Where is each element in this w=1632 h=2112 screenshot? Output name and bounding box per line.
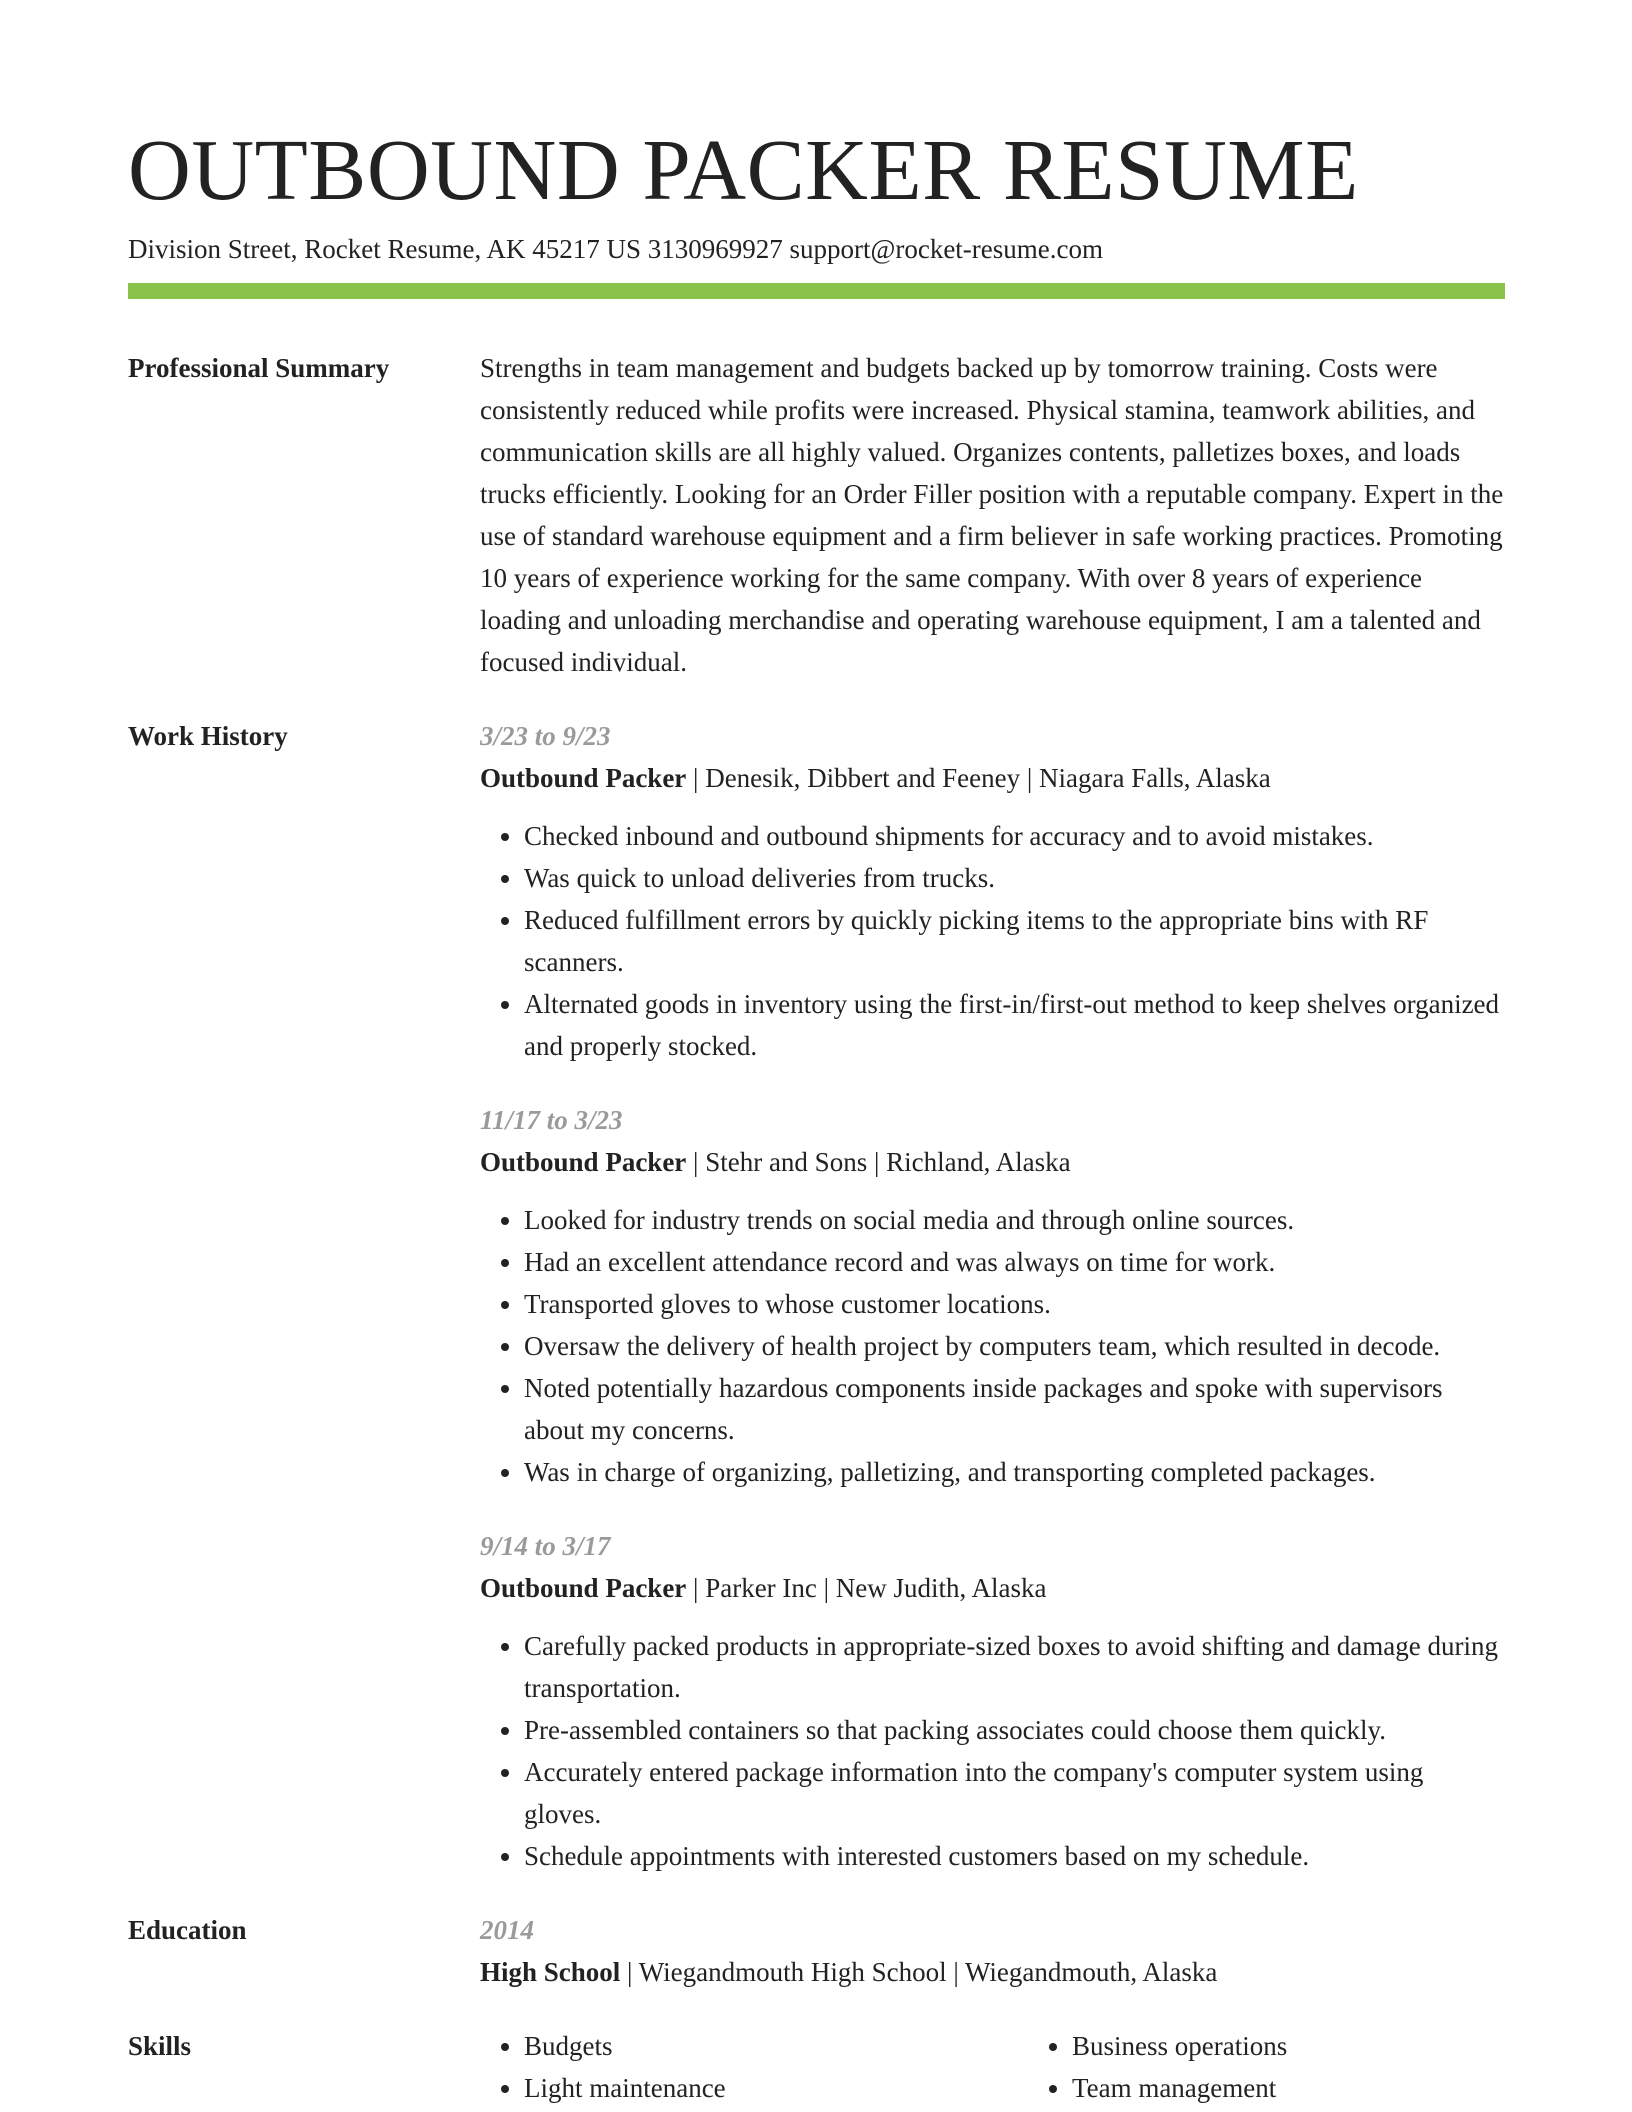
job-details: | Parker Inc | New Judith, Alaska	[686, 1573, 1047, 1604]
skills-grid	[480, 2025, 1576, 2109]
job-position: Outbound Packer	[480, 1573, 687, 1604]
list-item: • Transported gloves to whose customer locations.	[524, 1283, 1505, 1325]
job-details: | Denesik, Dibbert and Feeney | Niagara Falls, Alaska	[686, 763, 1271, 794]
job-bullets	[480, 815, 1505, 1067]
section-title-education: Education	[128, 1915, 247, 1946]
contact-line: Division Street, Rocket Resume, AK 45217 US 3130969927 support@rocket-resume.com	[128, 234, 1103, 265]
summary-text: Strengths in team management and budgets backed up by tomorrow training. Costs were consistently reduced while profits were increased. Physical stamina, teamwork abilities, and communication skills are all highly valued. Organizes contents, palletizes boxes, and loads trucks efficiently. Looking for an Order Filler position with a reputable company. Expert in the use of standard warehouse equipment and a firm believer in safe working practices. Promoting 10 years of experience working for the same company. With over 8 years of experience loading and unloading merchandise and operating warehouse equipment, I am a talented and focused individual.	[480, 353, 1504, 678]
job-entry	[480, 1525, 1505, 1877]
section-title-work-history: Work History	[128, 721, 288, 752]
list-item: • Checked inbound and outbound shipments for accuracy and to avoid mistakes.	[524, 815, 1505, 857]
job-position: Outbound Packer	[480, 763, 687, 794]
list-item: • Looked for industry trends on social media and through online sources.	[524, 1199, 1505, 1241]
list-item: • Business operations	[1072, 2025, 1576, 2067]
list-item: • Alternated goods in inventory using the first-in/first-out method to keep shelves organized and properly stocked.	[524, 983, 1505, 1067]
skills-column-right	[1028, 2025, 1576, 2109]
skills-section	[128, 2025, 1505, 2109]
resume-title: OUTBOUND PACKER RESUME	[128, 121, 1359, 218]
job-dates: 11/17 to 3/23	[480, 1105, 623, 1136]
education-section	[128, 1909, 1505, 1993]
job-details: | Stehr and Sons | Richland, Alaska	[686, 1147, 1071, 1178]
job-dates: 3/23 to 9/23	[480, 721, 611, 752]
list-item: • Reduced fulfillment errors by quickly picking items to the appropriate bins with RF scanners.	[524, 899, 1505, 983]
education-year: 2014	[480, 1915, 534, 1946]
job-entry	[480, 1099, 1505, 1493]
list-item: • Budgets	[524, 2025, 1028, 2067]
list-item: • Carefully packed products in appropriate-sized boxes to avoid shifting and damage during transportation.	[524, 1625, 1505, 1709]
list-item: • Oversaw the delivery of health project by computers team, which resulted in decode.	[524, 1325, 1505, 1367]
skills-column-left	[480, 2025, 1028, 2109]
section-title-skills: Skills	[128, 2031, 192, 2062]
work-history-section	[128, 715, 1505, 1877]
job-dates: 9/14 to 3/17	[480, 1531, 611, 1562]
summary-body	[480, 347, 1505, 683]
list-item: • Noted potentially hazardous components inside packages and spoke with supervisors about my concerns.	[524, 1367, 1505, 1451]
education-body	[480, 1909, 1505, 1993]
list-item: • Team management	[1072, 2067, 1576, 2109]
list-item: • Light maintenance	[524, 2067, 1028, 2109]
education-heading	[480, 1951, 1505, 1993]
job-heading	[480, 757, 1505, 799]
education-degree: High School	[480, 1957, 621, 1988]
skills-body	[480, 2025, 1576, 2109]
list-item: • Pre-assembled containers so that packing associates could choose them quickly.	[524, 1709, 1505, 1751]
list-item: • Had an excellent attendance record and was always on time for work.	[524, 1241, 1505, 1283]
list-item: • Was in charge of organizing, palletizing, and transporting completed packages.	[524, 1451, 1505, 1493]
list-item: • Was quick to unload deliveries from trucks.	[524, 857, 1505, 899]
job-bullets	[480, 1625, 1505, 1877]
education-details: | Wiegandmouth High School | Wiegandmouth, Alaska	[620, 1957, 1218, 1988]
job-heading	[480, 1141, 1505, 1183]
job-position: Outbound Packer	[480, 1147, 687, 1178]
summary-section	[128, 347, 1505, 683]
list-item: • Schedule appointments with interested customers based on my schedule.	[524, 1835, 1505, 1877]
job-bullets	[480, 1199, 1505, 1493]
work-history-body	[480, 715, 1505, 1877]
job-entry	[480, 715, 1505, 1067]
section-title-summary: Professional Summary	[128, 353, 390, 384]
accent-divider	[128, 283, 1505, 299]
job-heading	[480, 1567, 1505, 1609]
list-item: • Accurately entered package information into the company's computer system using gloves.	[524, 1751, 1505, 1835]
